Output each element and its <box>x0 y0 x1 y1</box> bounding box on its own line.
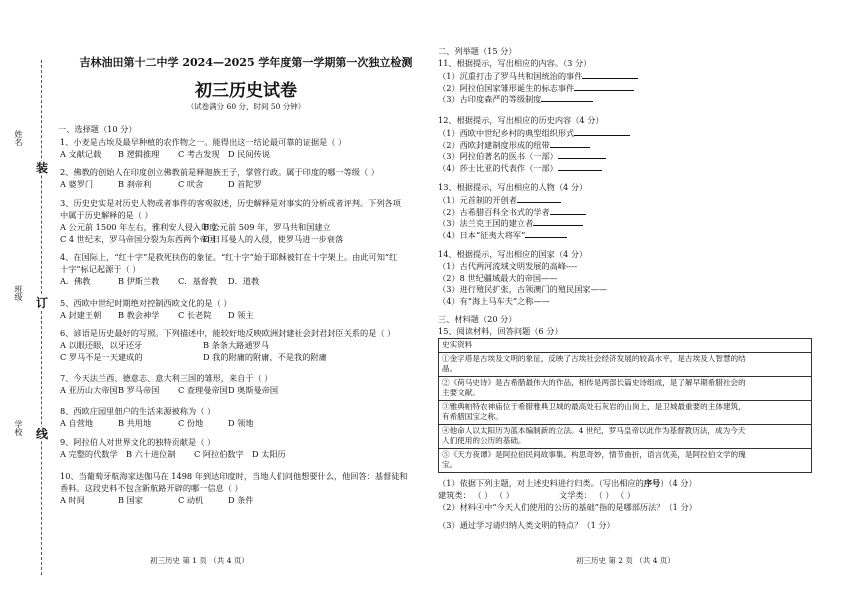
table-header: 史实资料 <box>439 339 812 353</box>
question-stem: 6、谚语是历史最好的写照。下列描述中，能较好地反映欧洲封建社会封君封臣关系的是（ ） <box>60 328 396 338</box>
source-row: ①金字塔是古埃及文明的象征，反映了古埃社会经济发展的较高水平，是古埃及人智慧的结 晶。 <box>439 352 812 376</box>
source-row: ②《荷马史诗》是古希腊最伟大的作品，相传是两部长篇史诗组成，是了解早期希腊社会的 主要文献。 <box>439 376 812 400</box>
question-stem: 3、历史史实是对历史人物或者事件的客观叙述，历史解释是对事实的分析或者评判。下列各项 <box>60 198 401 208</box>
exam-title: 初三历史试卷 <box>195 81 297 101</box>
choice-option[interactable]: C 份地 <box>178 418 204 428</box>
lit-blank-1[interactable]: （ ） <box>594 490 614 500</box>
choice-option[interactable]: A 自营地 <box>60 418 94 428</box>
choice-option[interactable]: B 逻辑推理 <box>118 149 160 159</box>
choice-option[interactable]: D 民间传说 <box>228 149 270 159</box>
listing-item: （2）8 世纪疆域最大的帝国—— <box>438 272 558 283</box>
source-row: ③雅典帕特农神庙位于希腊雅典卫城的最高处石灰岩的山岗上，是卫城最重要的主体建筑， 有希腊国宝之称。 <box>439 400 812 424</box>
classify-line <box>438 490 635 501</box>
listing-item: （3）法兰克王国的建立者 <box>438 217 583 229</box>
question-stem: 8、西欧庄园里佃户的生活来源被称为（ ） <box>60 406 216 416</box>
question-stem: 1、小麦是古埃及最早种植的农作物之一。能得出这一结论最可靠的证据是（ ） <box>60 137 347 147</box>
choice-option[interactable]: C 长老院 <box>178 310 212 320</box>
choice-option[interactable]: D 太阳历 <box>252 449 286 459</box>
answer-blank[interactable] <box>558 162 602 171</box>
lit-blank-2[interactable]: （ ） <box>616 490 636 500</box>
choice-option[interactable]: C 查理曼帝国 <box>178 385 228 395</box>
choice-option[interactable]: B 公元前 509 年，罗马共和国建立 <box>203 222 331 232</box>
question-stem: 5、西欧中世纪时期绝对控制西欧文化的是（ ） <box>60 298 232 308</box>
answer-blank[interactable] <box>574 127 630 136</box>
choice-option[interactable]: A 以眼还眼，以牙还牙 <box>60 340 143 350</box>
choice-option[interactable]: A．佛教 <box>60 276 91 286</box>
listing-item: （1）古代两河流域文明发展的高峰---- <box>438 261 578 271</box>
choice-option[interactable]: B 六十进位制 <box>126 449 176 459</box>
question-stem: 7、今天法兰西、德意志、意大利三国的雏形，来自于（ ） <box>60 373 273 383</box>
choice-option[interactable]: B 教会神学 <box>118 310 160 320</box>
listing-item: （3）进行殖民扩张，古领澳门的殖民国家—— <box>438 284 607 294</box>
answer-blank[interactable] <box>550 206 586 215</box>
seal-char-3: 线 <box>36 427 49 441</box>
choice-option[interactable]: C 4 世纪末，罗马帝国分裂为东西两个帝国 <box>60 234 216 244</box>
arch-blank-2[interactable]: （ ） <box>494 490 514 500</box>
q15-sub3: （3）通过学习请归纳人类文明的特点？（1 分） <box>438 520 615 530</box>
choice-option[interactable]: B 刹帝利 <box>118 179 152 189</box>
listing-prompt: 13、根据提示，写出相应的人物（4 分） <box>438 182 588 192</box>
listing-item: （1）元首制的开创者 <box>438 194 561 206</box>
listing-prompt: 11、根据提示，写出相应的内容。（3 分） <box>438 58 592 68</box>
answer-blank[interactable] <box>525 229 567 238</box>
class-label: 班级 <box>14 285 23 301</box>
exam-note: （试卷满分 60 分，时间 50 分钟） <box>186 102 306 111</box>
listing-item: （3）古印度森严的等级制度 <box>438 93 593 105</box>
question-stem: 10、当葡萄牙航海家达伽马在 1498 年到达印度时，当地人们问他想要什么，他回答：基督徒和 <box>60 471 408 481</box>
choice-option[interactable]: D 领地 <box>228 418 254 428</box>
choice-option[interactable]: B 条条大路通罗马 <box>203 340 269 350</box>
part3-heading: 三、材料题（20 分） <box>438 314 517 324</box>
choice-option[interactable]: D 奥斯曼帝国 <box>228 385 279 395</box>
question-stem: 中属于历史解释的是（ ） <box>60 210 153 220</box>
answer-blank[interactable] <box>558 150 606 159</box>
listing-prompt: 12、根据提示，写出相应的历史内容（4 分） <box>438 115 604 125</box>
listing-item: （1）西欧中世纪乡村的典型组织形式 <box>438 127 630 139</box>
listing-item: （1）沉重打击了罗马共和国统治的事件 <box>438 70 638 82</box>
choice-option[interactable]: A 亚历山大帝国 <box>60 385 118 395</box>
school-title: 吉林油田第十二中学 2024—2025 学年度第一学期第一次独立检测 <box>79 56 413 69</box>
source-row: ⑤《天方夜谭》是阿拉伯民间故事集。构思奇妙，情节曲折，语言优美，是阿拉伯文学的瑰 宝。 <box>439 448 812 472</box>
choice-option[interactable]: C 吠舍 <box>178 179 204 189</box>
answer-blank[interactable] <box>550 139 590 148</box>
choice-option[interactable]: A 封建王朝 <box>60 310 102 320</box>
emphasis-xuhao: 序号 <box>643 478 661 488</box>
answer-blank[interactable] <box>533 217 583 226</box>
answer-blank[interactable] <box>541 93 593 102</box>
answer-blank[interactable] <box>517 194 561 203</box>
q15-sub1: （1）依据下列主题，对上述史料进行归类。（写出相应的序号）（4 分） <box>438 478 697 488</box>
source-table <box>438 338 812 473</box>
q15-sub2: （2）材料④中“今天人们使用的公历的基础”指的是哪部历法？（1 分） <box>438 502 697 512</box>
choice-option[interactable]: D．道教 <box>228 276 260 286</box>
choice-option[interactable]: D 我的附庸的附庸，不是我的附庸 <box>203 352 327 362</box>
footer-right: 初三历史 第 2 页 （共 4 页） <box>576 556 675 565</box>
choice-option[interactable]: B 伊斯兰教 <box>118 276 160 286</box>
question-stem: 9、阿拉伯人对世界文化的独特贡献是（ ） <box>60 437 216 447</box>
part1-heading: 一、选择题（10 分） <box>58 124 137 134</box>
listing-item: （4）日本“征夷大将军” <box>438 229 567 241</box>
choice-option[interactable]: D 条件 <box>228 495 254 505</box>
binding-line <box>41 60 42 575</box>
choice-option[interactable]: B 共用地 <box>118 418 152 428</box>
choice-option[interactable]: B 国家 <box>118 495 143 505</box>
choice-option[interactable]: A 时间 <box>60 495 85 505</box>
arch-blank-1[interactable]: （ ） <box>473 490 493 500</box>
listing-item: （2）古希腊百科全书式的学者 <box>438 206 586 218</box>
listing-item: （2）西欧封建制度形成的纽带 <box>438 139 590 151</box>
footer-left: 初三历史 第 1 页 （共 4 页） <box>150 556 249 565</box>
part2-heading: 二、列举题（15 分） <box>438 46 517 56</box>
choice-option[interactable]: D 首陀罗 <box>228 179 262 189</box>
choice-option[interactable]: D 领主 <box>228 310 254 320</box>
choice-option[interactable]: C 罗马不是一天建成的 <box>60 352 143 362</box>
listing-prompt: 14、根据提示，写出相应的国家（4 分） <box>438 249 588 259</box>
choice-option[interactable]: B 罗马帝国 <box>118 385 160 395</box>
choice-option[interactable]: C 阿拉伯数字 <box>194 449 244 459</box>
listing-item: （2）阿拉伯国家雏形诞生的标志事件 <box>438 82 634 94</box>
choice-option[interactable]: C．基督教 <box>178 276 218 286</box>
listing-item: （4）莎士比亚的代表作（一部） <box>438 162 602 174</box>
question-stem: 十字”标记起源于（ ） <box>60 264 141 274</box>
answer-blank[interactable] <box>582 70 638 79</box>
lit-label: 文学类： <box>559 490 592 500</box>
q15-prompt: 15、阅读材料，回答问题（6 分） <box>438 326 563 336</box>
choice-option[interactable]: A 完整的代数学 <box>60 449 118 459</box>
listing-item: （4）有“海上马车夫”之称—— <box>438 295 550 306</box>
school-label: 学校 <box>14 420 23 436</box>
seal-char-1: 装 <box>36 161 49 175</box>
name-label: 姓名 <box>14 130 23 146</box>
choice-option[interactable]: C 动机 <box>178 495 204 505</box>
answer-blank[interactable] <box>574 82 634 91</box>
source-row: ④他命人以太阳历为蓝本编制新的立法。4 世纪，罗马皇帝以此作为基督教历法，成为今天 人们使用的公历的基础。 <box>439 424 812 448</box>
listing-item: （3）阿拉伯著名的医书（一部） <box>438 150 606 162</box>
choice-option[interactable]: A 婆罗门 <box>60 179 94 189</box>
arch-label: 建筑类： <box>438 490 471 500</box>
question-stem: 香料。这段史料不包含新航路开辟的哪一信息（ ） <box>60 483 243 493</box>
choice-option[interactable]: C 考古发现 <box>178 149 220 159</box>
seal-char-2: 订 <box>36 296 49 310</box>
choice-option[interactable]: A 文献记载 <box>60 149 102 159</box>
question-stem: 4、在国际上，“红十字”是救死扶伤的象征。“红十字”始于耶稣被钉在十字架上。由此可知“红 <box>60 252 398 262</box>
choice-option[interactable]: A 公元前 1500 年左右，雅利安人侵入印度 <box>60 222 218 232</box>
question-stem: 2、佛教的创始人在印度创立佛教前是释迦族王子，掌管行政。属于印度的哪一等级（ ） <box>60 167 379 177</box>
choice-option[interactable]: D 日耳曼人的入侵，使罗马进一步衰落 <box>203 234 344 244</box>
